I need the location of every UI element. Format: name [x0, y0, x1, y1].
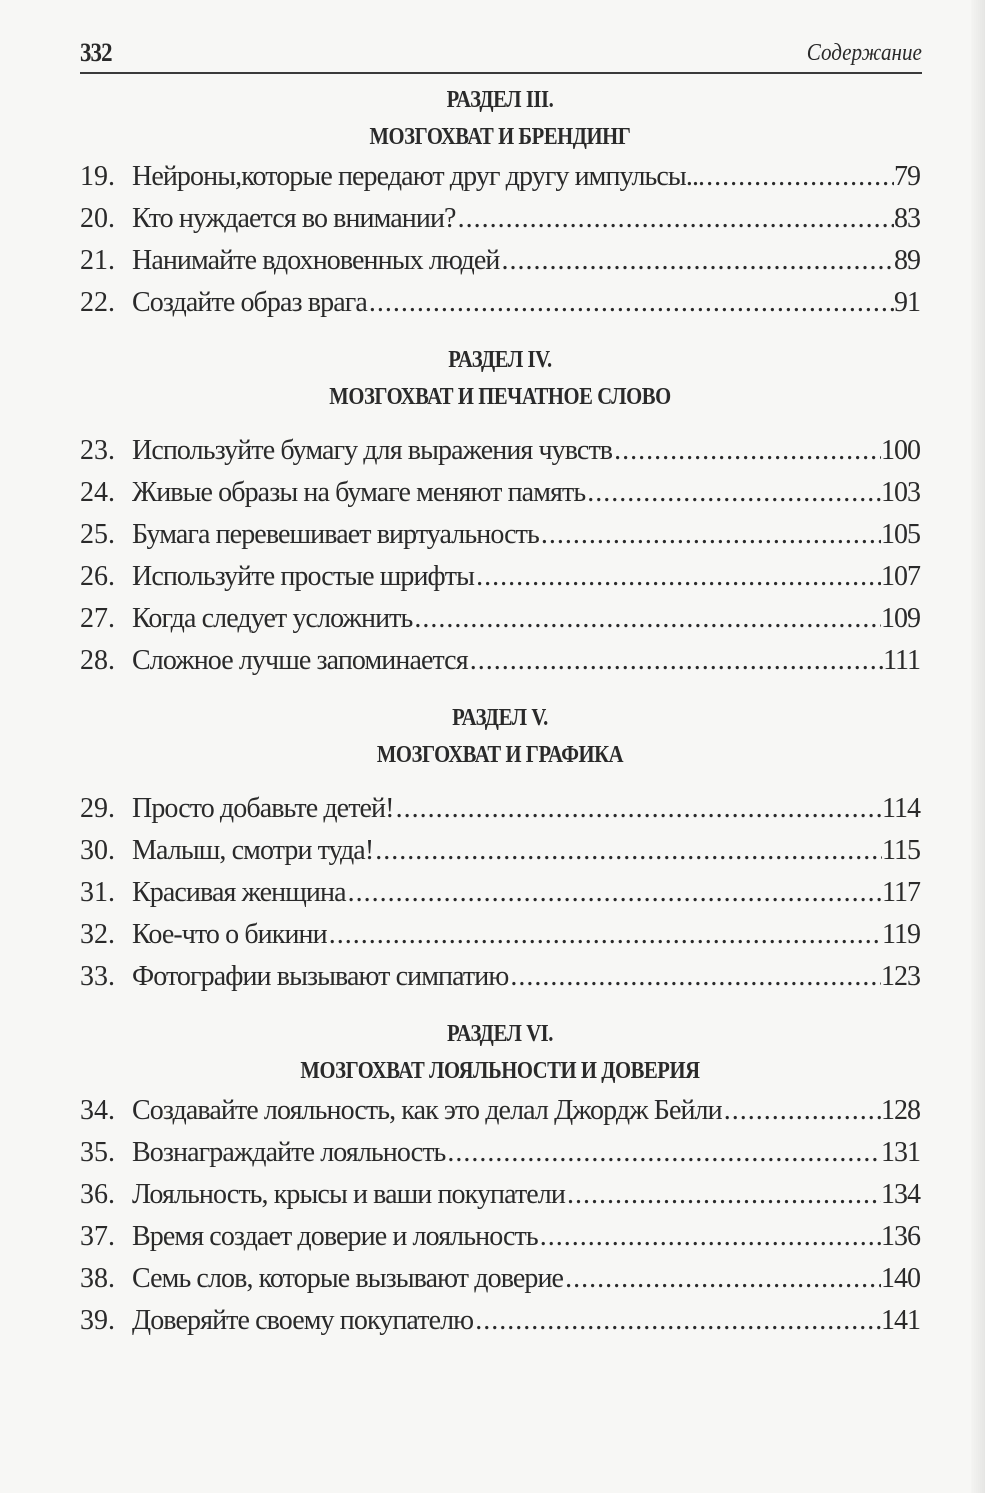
entry-page: 83 — [894, 203, 920, 234]
section-label: РАЗДЕЛ IV. — [448, 347, 552, 373]
running-title: Содержание — [806, 40, 922, 66]
entry-page: 79 — [894, 161, 920, 192]
toc-entry[interactable] — [80, 198, 920, 240]
section-label: РАЗДЕЛ V. — [452, 705, 548, 731]
entry-page: 107 — [881, 561, 920, 592]
entry-number: 21. — [80, 245, 115, 276]
dot-leader — [501, 240, 894, 282]
toc-entry[interactable] — [80, 788, 920, 830]
page-number: 332 — [80, 38, 112, 67]
entry-title: Вознаграждайте лояльность — [132, 1137, 446, 1168]
entry-number: 25. — [80, 519, 115, 550]
entry-number: 22. — [80, 287, 115, 318]
dot-leader — [375, 830, 882, 872]
section-title: МОЗГОХВАТ И ГРАФИКА — [376, 742, 624, 768]
entry-number: 19. — [80, 161, 115, 192]
toc-entry[interactable] — [80, 1090, 920, 1132]
entry-title: Фотографии вызывают симпатию — [132, 961, 509, 992]
entry-number: 39. — [80, 1305, 115, 1336]
section-label: РАЗДЕЛ III. — [446, 87, 554, 113]
dot-leader — [329, 914, 882, 956]
toc-entry[interactable] — [80, 1216, 920, 1258]
page-header — [80, 38, 922, 74]
section-title: МОЗГОХВАТ ЛОЯЛЬНОСТИ И ДОВЕРИЯ — [300, 1058, 700, 1084]
dot-leader — [706, 156, 894, 198]
entry-number: 23. — [80, 435, 115, 466]
toc-entry[interactable] — [80, 598, 920, 640]
dot-leader — [724, 1090, 881, 1132]
entry-page: 100 — [881, 435, 920, 466]
entry-title: Кто нуждается во внимании? — [132, 203, 456, 234]
entry-number: 28. — [80, 645, 115, 676]
entry-page: 89 — [894, 245, 920, 276]
dot-leader — [565, 1258, 881, 1300]
entry-title: Семь слов, которые вызывают доверие — [132, 1263, 564, 1294]
section-label: РАЗДЕЛ VI. — [446, 1021, 554, 1047]
entry-page: 140 — [881, 1263, 920, 1294]
toc-entry[interactable] — [80, 1258, 920, 1300]
entry-page: 114 — [882, 793, 920, 824]
entry-title: Создавайте лояльность, как это делал Джордж Бейли — [132, 1095, 722, 1126]
table-of-contents — [80, 82, 920, 1342]
entry-title: Малыш, смотри туда! — [132, 835, 374, 866]
dot-leader — [396, 788, 882, 830]
entry-title: Используйте простые шрифты — [132, 561, 475, 592]
dot-leader — [348, 872, 882, 914]
entry-title: Сложное лучше запоминается — [132, 645, 468, 676]
toc-entry[interactable] — [80, 1300, 920, 1342]
entry-title: Нейроны,которые передают друг другу импульсы... — [132, 161, 705, 192]
toc-entry[interactable] — [80, 430, 920, 472]
entry-title: Лояльность, крысы и ваши покупатели — [132, 1179, 565, 1210]
toc-entry[interactable] — [80, 830, 920, 872]
dot-leader — [476, 556, 881, 598]
section-title: МОЗГОХВАТ И БРЕНДИНГ — [369, 124, 631, 150]
entry-title: Живые образы на бумаге меняют память — [132, 477, 586, 508]
section-heading — [139, 1016, 861, 1090]
toc-entry[interactable] — [80, 282, 920, 324]
toc-entry[interactable] — [80, 556, 920, 598]
entry-number: 26. — [80, 561, 115, 592]
dot-leader — [458, 198, 894, 240]
toc-entry[interactable] — [80, 640, 920, 682]
entry-title: Создайте образ врага — [132, 287, 367, 318]
toc-entry[interactable] — [80, 914, 920, 956]
dot-leader — [447, 1132, 881, 1174]
dot-leader — [510, 956, 881, 998]
dot-leader — [540, 1216, 881, 1258]
entry-page: 131 — [881, 1137, 920, 1168]
entry-number: 30. — [80, 835, 115, 866]
entry-number: 29. — [80, 793, 115, 824]
dot-leader — [369, 282, 894, 324]
entry-page: 123 — [881, 961, 920, 992]
toc-entry[interactable] — [80, 1174, 920, 1216]
entry-title: Бумага перевешивает виртуальность — [132, 519, 539, 550]
dot-leader — [414, 598, 881, 640]
entry-page: 128 — [881, 1095, 920, 1126]
entry-page: 141 — [881, 1305, 920, 1336]
entry-title: Доверяйте своему покупателю — [132, 1305, 474, 1336]
entry-title: Время создает доверие и лояльность — [132, 1221, 538, 1252]
dot-leader — [567, 1174, 881, 1216]
entry-title: Используйте бумагу для выражения чувств — [132, 435, 613, 466]
page-edge — [971, 0, 985, 1493]
toc-entry[interactable] — [80, 1132, 920, 1174]
toc-entry[interactable] — [80, 240, 920, 282]
entry-number: 36. — [80, 1179, 115, 1210]
entry-title: Красивая женщина — [132, 877, 346, 908]
section-heading — [139, 342, 861, 416]
section-heading — [139, 82, 861, 156]
entry-page: 103 — [881, 477, 920, 508]
entry-page: 111 — [883, 645, 920, 676]
entry-number: 24. — [80, 477, 115, 508]
entry-page: 115 — [882, 835, 920, 866]
dot-leader — [541, 514, 881, 556]
toc-entry[interactable] — [80, 872, 920, 914]
entry-number: 34. — [80, 1095, 115, 1126]
entry-number: 20. — [80, 203, 115, 234]
entry-page: 134 — [881, 1179, 920, 1210]
section-title: МОЗГОХВАТ И ПЕЧАТНОЕ СЛОВО — [329, 384, 671, 410]
entry-number: 35. — [80, 1137, 115, 1168]
entry-number: 31. — [80, 877, 115, 908]
dot-leader — [614, 430, 881, 472]
entry-number: 27. — [80, 603, 115, 634]
entry-page: 119 — [882, 919, 920, 950]
toc-entry[interactable] — [80, 956, 920, 998]
entry-title: Когда следует усложнить — [132, 603, 413, 634]
entry-number: 32. — [80, 919, 115, 950]
toc-entry[interactable] — [80, 514, 920, 556]
entry-page: 109 — [881, 603, 920, 634]
toc-entry[interactable] — [80, 156, 920, 198]
entry-number: 38. — [80, 1263, 115, 1294]
dot-leader — [470, 640, 883, 682]
dot-leader — [587, 472, 881, 514]
entry-page: 91 — [894, 287, 920, 318]
entry-title: Кое-что о бикини — [132, 919, 327, 950]
entry-title: Просто добавьте детей! — [132, 793, 394, 824]
toc-entry[interactable] — [80, 472, 920, 514]
entry-page: 117 — [882, 877, 920, 908]
entry-number: 37. — [80, 1221, 115, 1252]
entry-title: Нанимайте вдохновенных людей — [132, 245, 500, 276]
entry-page: 105 — [881, 519, 920, 550]
section-heading — [139, 700, 861, 774]
dot-leader — [475, 1300, 881, 1342]
entry-number: 33. — [80, 961, 115, 992]
entry-page: 136 — [881, 1221, 920, 1252]
